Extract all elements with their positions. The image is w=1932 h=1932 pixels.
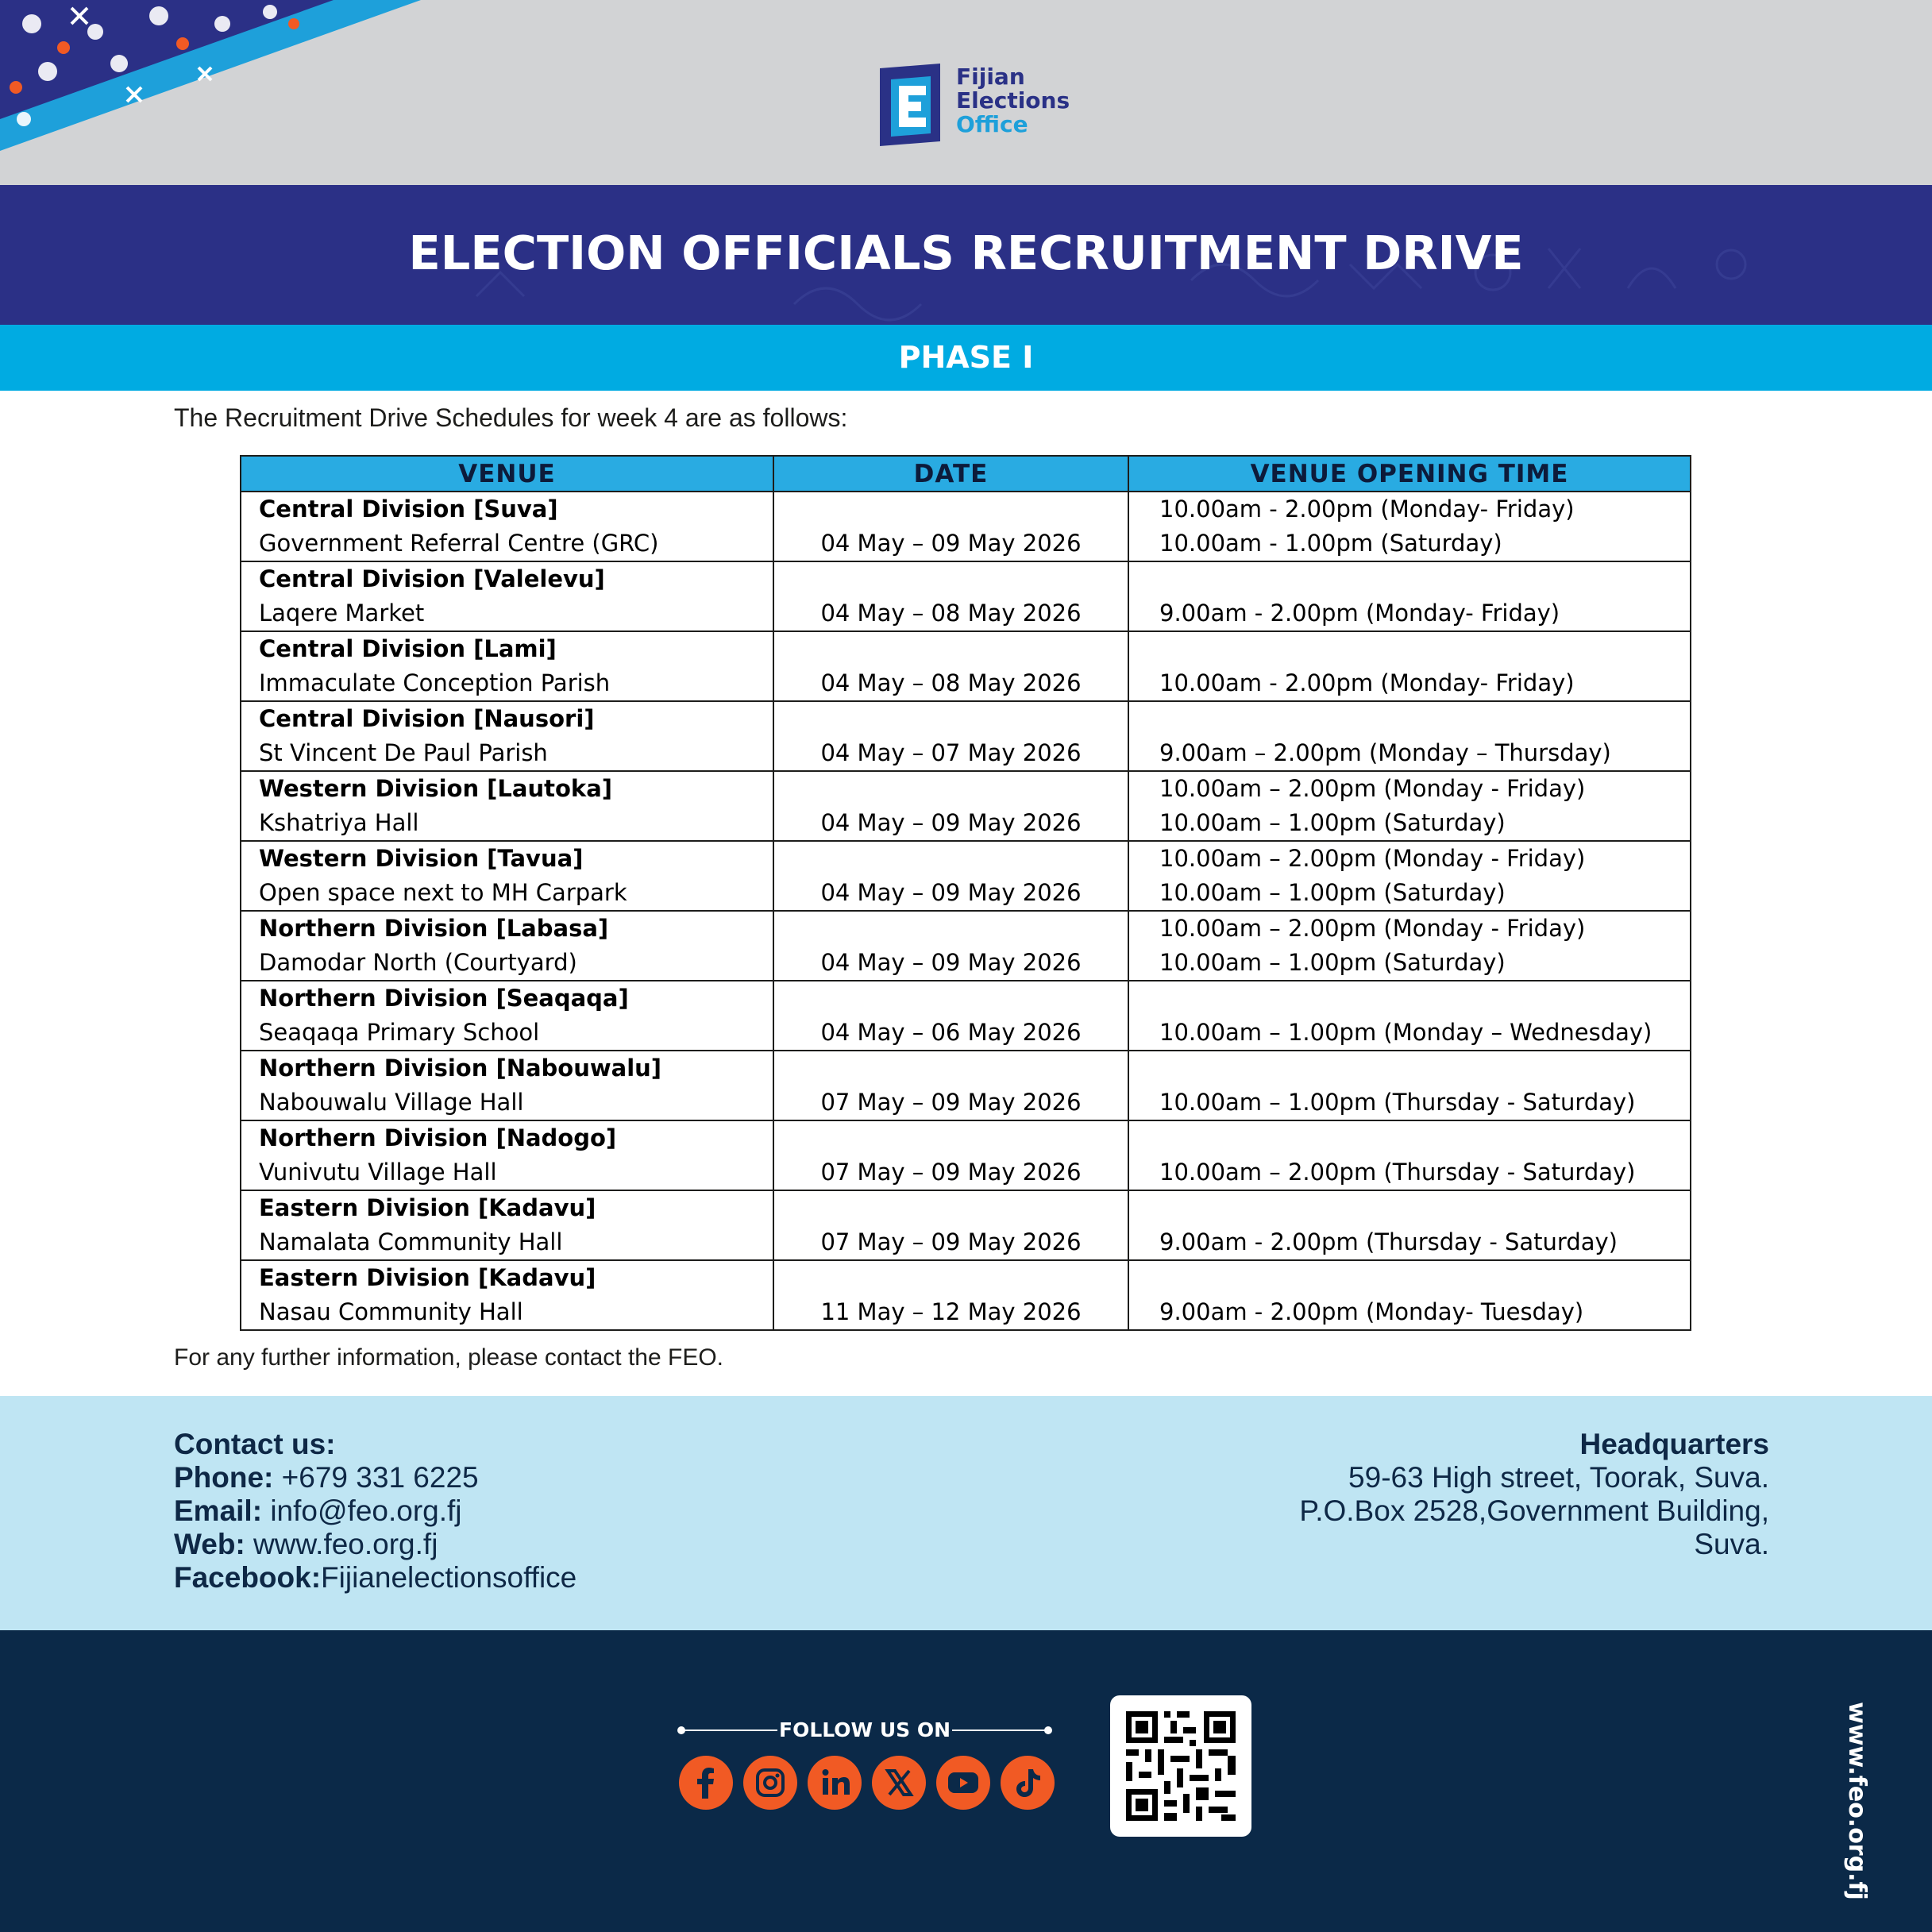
table-header-row — [241, 456, 1691, 492]
date-range: 04 May – 07 May 2026 — [820, 739, 1082, 766]
feo-logo-mark — [873, 64, 947, 146]
tiktok-icon[interactable] — [1001, 1756, 1055, 1810]
opening-time-2: 10.00am – 1.00pm (Thursday - Saturday) — [1159, 1089, 1636, 1116]
time-cell — [1128, 841, 1691, 911]
web-value[interactable]: www.feo.org.fj — [245, 1528, 438, 1560]
table-row — [241, 631, 1691, 701]
venue-name: Open space next to MH Carpark — [259, 879, 627, 906]
date-cell — [773, 701, 1128, 771]
venue-cell — [241, 1190, 773, 1260]
page-title: ELECTION OFFICIALS RECRUITMENT DRIVE — [408, 226, 1524, 280]
opening-time-2: 9.00am - 2.00pm (Thursday - Saturday) — [1159, 1228, 1618, 1255]
date-range: 04 May – 08 May 2026 — [820, 669, 1082, 696]
opening-time-1 — [1159, 981, 1690, 1016]
table-row — [241, 1260, 1691, 1330]
time-cell — [1128, 771, 1691, 841]
division-name: Central Division [Suva] — [259, 496, 558, 523]
phone-value[interactable]: +679 331 6225 — [273, 1461, 479, 1494]
phase-banner — [0, 325, 1932, 391]
email-line — [174, 1494, 577, 1528]
opening-time-1 — [1159, 702, 1690, 736]
division-name: Eastern Division [Kadavu] — [259, 1264, 596, 1291]
title-banner — [0, 185, 1932, 325]
opening-time-2: 10.00am – 2.00pm (Thursday - Saturday) — [1159, 1159, 1636, 1186]
web-line — [174, 1528, 577, 1561]
date-range: 04 May – 08 May 2026 — [820, 600, 1082, 627]
opening-time-1 — [1159, 632, 1690, 666]
opening-time-1: 10.00am - 2.00pm (Monday- Friday) — [1159, 496, 1575, 523]
table-row — [241, 841, 1691, 911]
address-line-2: P.O.Box 2528,Government Building, — [1299, 1494, 1769, 1527]
logo-line-1: Fijian — [956, 64, 1025, 90]
opening-time-1: 10.00am – 2.00pm (Monday - Friday) — [1159, 915, 1586, 942]
phone-label: Phone: — [174, 1461, 274, 1494]
opening-time-2: 10.00am – 1.00pm (Monday – Wednesday) — [1159, 1019, 1652, 1046]
opening-time-1 — [1159, 1191, 1690, 1225]
facebook-icon[interactable] — [679, 1756, 733, 1810]
date-range: 11 May – 12 May 2026 — [820, 1298, 1082, 1325]
schedule-table — [240, 455, 1691, 1331]
venue-name: Seaqaqa Primary School — [259, 1019, 540, 1046]
divider-dot — [1044, 1726, 1052, 1734]
divider-line — [952, 1730, 1046, 1731]
date-range: 04 May – 09 May 2026 — [820, 530, 1082, 557]
further-info-text: For any further information, please contact the FEO. — [174, 1344, 723, 1371]
opening-time-2: 10.00am – 1.00pm (Saturday) — [1159, 879, 1506, 906]
table-row — [241, 981, 1691, 1051]
venue-name: Vunivutu Village Hall — [259, 1159, 497, 1186]
column-header-date: DATE — [773, 456, 1128, 492]
date-cell — [773, 1051, 1128, 1120]
address-line-3: Suva. — [1694, 1528, 1769, 1560]
venue-name: Laqere Market — [259, 600, 425, 627]
opening-time-1 — [1159, 562, 1690, 596]
venue-cell — [241, 701, 773, 771]
division-name: Northern Division [Nadogo] — [259, 1124, 617, 1151]
opening-time-2: 9.00am - 2.00pm (Monday- Friday) — [1159, 600, 1560, 627]
date-range: 04 May – 06 May 2026 — [820, 1019, 1082, 1046]
date-cell — [773, 1190, 1128, 1260]
division-name: Central Division [Valelevu] — [259, 565, 605, 592]
headquarters-heading: Headquarters — [1579, 1428, 1769, 1460]
email-value[interactable]: info@feo.org.fj — [262, 1494, 462, 1527]
venue-name: Nasau Community Hall — [259, 1298, 523, 1325]
table-row — [241, 911, 1691, 981]
top-banner — [0, 0, 1932, 185]
facebook-line — [174, 1561, 577, 1595]
venue-cell — [241, 1051, 773, 1120]
venue-cell — [241, 771, 773, 841]
date-cell — [773, 492, 1128, 561]
venue-cell — [241, 492, 773, 561]
time-cell — [1128, 1260, 1691, 1330]
time-cell — [1128, 631, 1691, 701]
time-cell — [1128, 492, 1691, 561]
decorative-pattern — [0, 0, 421, 159]
table-row — [241, 492, 1691, 561]
venue-cell — [241, 911, 773, 981]
table-row — [241, 771, 1691, 841]
division-name: Western Division [Tavua] — [259, 845, 584, 872]
opening-time-2: 10.00am - 2.00pm (Monday- Friday) — [1159, 669, 1575, 696]
qr-code[interactable] — [1110, 1695, 1251, 1837]
column-header-venue: VENUE — [241, 456, 773, 492]
opening-time-2: 10.00am – 1.00pm (Saturday) — [1159, 949, 1506, 976]
opening-time-1: 10.00am – 2.00pm (Monday - Friday) — [1159, 845, 1586, 872]
venue-cell — [241, 1260, 773, 1330]
email-label: Email: — [174, 1494, 263, 1527]
linkedin-icon[interactable] — [808, 1756, 862, 1810]
date-range: 07 May – 09 May 2026 — [820, 1228, 1082, 1255]
date-range: 04 May – 09 May 2026 — [820, 949, 1082, 976]
logo-line-3: Office — [956, 111, 1028, 137]
date-cell — [773, 771, 1128, 841]
venue-cell — [241, 631, 773, 701]
contact-section — [0, 1396, 1932, 1630]
date-cell — [773, 1120, 1128, 1190]
date-cell — [773, 631, 1128, 701]
opening-time-1 — [1159, 1261, 1690, 1295]
footer — [0, 1630, 1932, 1932]
date-cell — [773, 841, 1128, 911]
time-cell — [1128, 701, 1691, 771]
headquarters-block — [1299, 1428, 1769, 1561]
web-label: Web: — [174, 1528, 245, 1560]
division-name: Northern Division [Labasa] — [259, 915, 609, 942]
division-name: Northern Division [Seaqaqa] — [259, 985, 629, 1012]
intro-text: The Recruitment Drive Schedules for week 4 are as follows: — [174, 403, 848, 432]
time-cell — [1128, 1051, 1691, 1120]
facebook-value[interactable]: Fijianelectionsoffice — [321, 1561, 577, 1594]
venue-cell — [241, 981, 773, 1051]
division-name: Central Division [Nausori] — [259, 705, 595, 732]
table-row — [241, 561, 1691, 631]
opening-time-1 — [1159, 1051, 1690, 1086]
follow-us-heading — [677, 1714, 1052, 1746]
table-row — [241, 1120, 1691, 1190]
opening-time-2: 9.00am – 2.00pm (Monday – Thursday) — [1159, 739, 1611, 766]
logo-line-2: Elections — [956, 87, 1070, 114]
divider-line — [684, 1730, 777, 1731]
phone-line — [174, 1461, 577, 1494]
contact-block — [174, 1428, 577, 1595]
venue-name: Namalata Community Hall — [259, 1228, 563, 1255]
time-cell — [1128, 981, 1691, 1051]
division-name: Western Division [Lautoka] — [259, 775, 613, 802]
youtube-icon[interactable] — [936, 1756, 990, 1810]
division-name: Central Division [Lami] — [259, 635, 557, 662]
venue-name: Immaculate Conception Parish — [259, 669, 611, 696]
date-range: 04 May – 09 May 2026 — [820, 879, 1082, 906]
division-name: Eastern Division [Kadavu] — [259, 1194, 596, 1221]
date-range: 04 May – 09 May 2026 — [820, 809, 1082, 836]
table-row — [241, 1051, 1691, 1120]
instagram-icon[interactable] — [743, 1756, 797, 1810]
opening-time-2: 10.00am - 1.00pm (Saturday) — [1159, 530, 1502, 557]
qr-code-graphic — [1110, 1695, 1251, 1837]
date-cell — [773, 1260, 1128, 1330]
date-range: 07 May – 09 May 2026 — [820, 1159, 1082, 1186]
follow-label: FOLLOW US ON — [779, 1718, 951, 1741]
venue-cell — [241, 1120, 773, 1190]
table-row — [241, 701, 1691, 771]
opening-time-2: 9.00am - 2.00pm (Monday- Tuesday) — [1159, 1298, 1584, 1325]
contact-heading: Contact us: — [174, 1428, 336, 1460]
venue-name: Government Referral Centre (GRC) — [259, 530, 659, 557]
side-website-url[interactable]: www.feo.org.fj — [1843, 1702, 1871, 1900]
date-cell — [773, 911, 1128, 981]
time-cell — [1128, 561, 1691, 631]
date-cell — [773, 561, 1128, 631]
venue-name: Damodar North (Courtyard) — [259, 949, 577, 976]
feo-logo — [873, 64, 1070, 147]
time-cell — [1128, 1120, 1691, 1190]
logo-wordmark — [956, 65, 1070, 137]
time-cell — [1128, 911, 1691, 981]
date-range: 07 May – 09 May 2026 — [820, 1089, 1082, 1116]
opening-time-2: 10.00am – 1.00pm (Saturday) — [1159, 809, 1506, 836]
time-cell — [1128, 1190, 1691, 1260]
column-header-time: VENUE OPENING TIME — [1128, 456, 1691, 492]
x-icon[interactable] — [872, 1756, 926, 1810]
opening-time-1 — [1159, 1121, 1690, 1155]
phase-label: PHASE I — [898, 340, 1034, 375]
venue-cell — [241, 561, 773, 631]
division-name: Northern Division [Nabouwalu] — [259, 1055, 662, 1082]
opening-time-1: 10.00am – 2.00pm (Monday - Friday) — [1159, 775, 1586, 802]
date-cell — [773, 981, 1128, 1051]
facebook-label: Facebook: — [174, 1561, 322, 1594]
venue-name: St Vincent De Paul Parish — [259, 739, 548, 766]
table-row — [241, 1190, 1691, 1260]
venue-name: Nabouwalu Village Hall — [259, 1089, 524, 1116]
venue-name: Kshatriya Hall — [259, 809, 419, 836]
address-line-1: 59-63 High street, Toorak, Suva. — [1348, 1461, 1769, 1494]
venue-cell — [241, 841, 773, 911]
